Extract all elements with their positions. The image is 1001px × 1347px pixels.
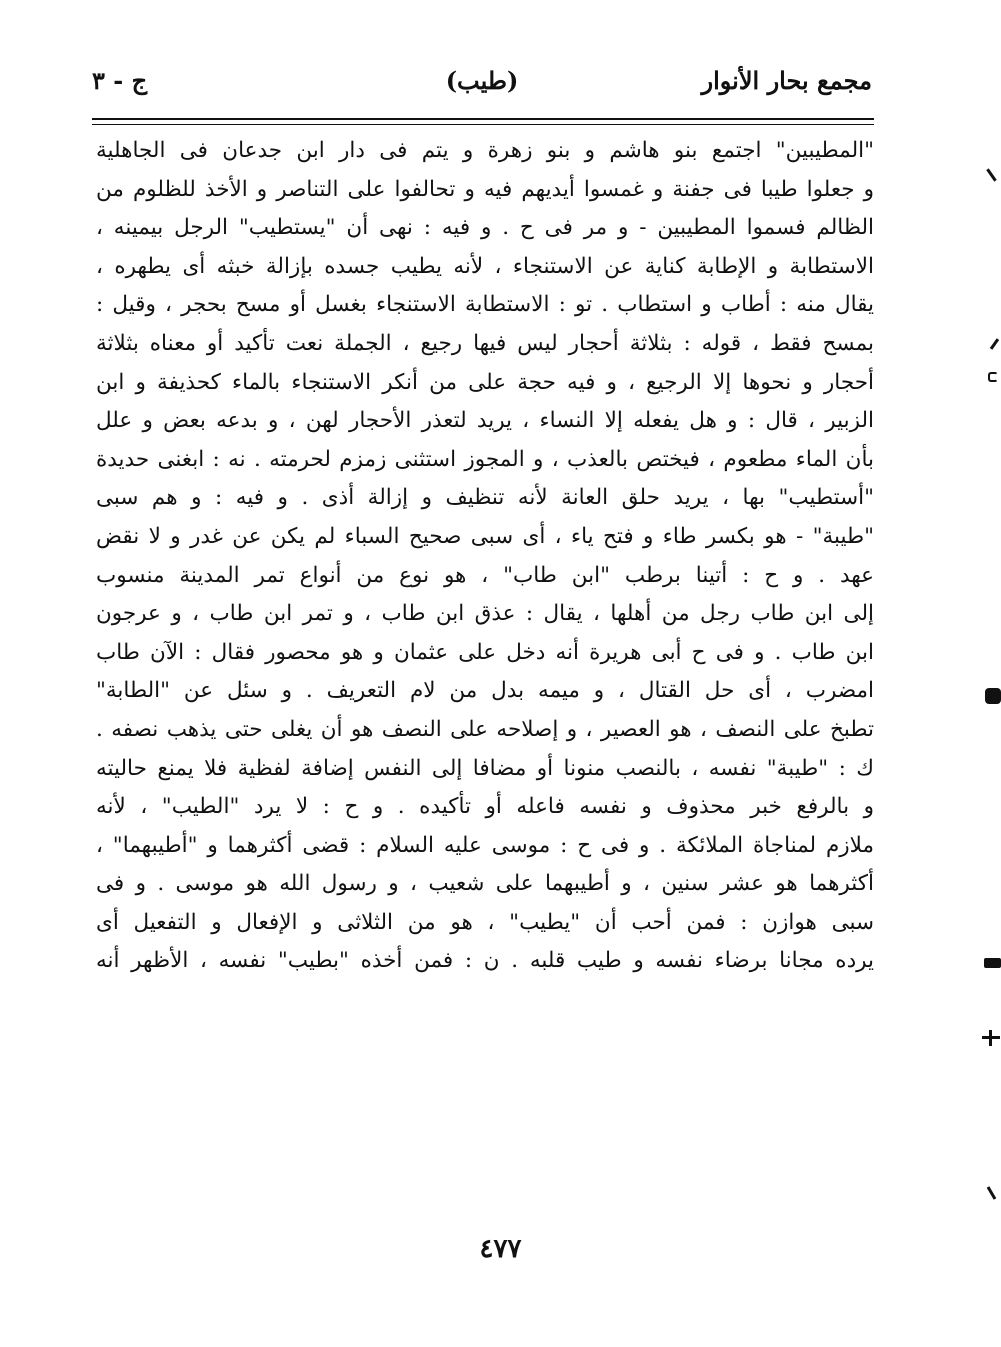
text-line: "أستطيب" بها ، يريد حلق العانة لأنه تنظيف و إزالة أذى . و فيه : و هم سبى <box>96 485 874 511</box>
text-line: "المطيبين" اجتمع بنو هاشم و بنو زهرة و يتم فى دار ابن جدعان فى الجاهلية <box>96 138 874 163</box>
text-line: عهد . و ح : أتينا برطب "ابن طاب" ، هو نوع من أنواع تمر المدينة منسوب <box>96 562 874 588</box>
text-line: سبى هوازن : فمن أحب أن "يطيب" ، هو من الثلاثى و الإفعال و التفعيل أى <box>96 909 874 935</box>
text-line: أحجار و نحوها إلا الرجيع ، و فيه حجة على من أنكر الاستنجاء بالماء كحذيفة و ابن <box>96 369 874 395</box>
text-line: إلى ابن طاب رجل من أهلها ، يقال : عذق ابن طاب ، و تمر ابن طاب ، و عرجون <box>96 601 874 627</box>
body-text <box>96 132 874 981</box>
text-line: يرده مجانا برضاء نفسه و طيب قلبه . ن : فمن أخذه "بطيب" نفسه ، الأظهر أنه <box>96 948 874 974</box>
text-line: و بالرفع خبر محذوف و نفسه فاعله أو تأكيده . و ح : لا يرد "الطيب" ، لأنه <box>96 794 874 820</box>
margin-mark <box>987 1186 997 1200</box>
text-line: يقال منه : أطاب و استطاب . تو : الاستطابة الاستنجاء بغسل أو مسح بحجر ، وقيل : <box>96 292 874 318</box>
text-line: ملازم لمناجاة الملائكة . و فى ح : موسى عليه السلام : قضى أكثرهما و "أطيبهما" ، <box>96 832 874 858</box>
page-number: ٤٧٧ <box>479 1234 522 1264</box>
text-line: ابن طاب . و فى ح أبى هريرة أنه دخل على عثمان و هو محصور فقال : الآن طاب <box>96 639 874 665</box>
text-line: بأن الماء مطعوم ، فيختص بالعذب ، و المجوز استثنى زمزم لحرمته . نه : ابغنى حديدة <box>96 446 874 472</box>
text-line: بمسح فقط ، قوله : بثلاثة أحجار ليس فيها رجيع ، الجملة نعت تأكيد أو معناه بثلاثة <box>96 330 874 356</box>
running-header <box>92 62 872 116</box>
margin-mark <box>990 338 999 350</box>
text-line: الاستطابة و الإطابة كناية عن الاستنجاء ، لأنه يطيب جسده بإزالة خبثه أى يطهره ، <box>96 253 874 279</box>
margin-mark <box>989 1030 992 1046</box>
header-rule-thin <box>92 124 874 125</box>
margin-mark <box>984 958 1001 968</box>
book-title: مجمع بحار الأنوار <box>701 66 872 95</box>
volume-label: ج - ٣ <box>92 66 148 95</box>
text-line: ك : "طيبة" نفسه ، بالنصب منونا أو مضافا إلى النفس إضافة لفظية فلا يمنع حاليته <box>96 755 874 781</box>
margin-mark <box>985 688 1001 704</box>
text-line: امضرب ، أى حل القتال ، و ميمه بدل من لام التعريف . و سئل عن "الطابة" <box>96 678 874 704</box>
section-title: (طيب) <box>445 66 519 95</box>
margin-mark <box>988 372 998 382</box>
header-rule-thick <box>92 118 874 120</box>
text-line: تطبخ على النصف ، هو العصير ، و إصلاحه على النصف هو أن يغلى حتى يذهب نصفه . <box>96 716 874 742</box>
text-line: و جعلوا طيبا فى جفنة و غمسوا أيديهم فيه و تحالفوا على التناصر و الأخذ للظلوم من <box>96 176 874 202</box>
text-line: أكثرهما هو عشر سنين ، و أطيبهما على شعيب ، و رسول الله هو موسى . و فى <box>96 871 874 897</box>
text-line: الزبير ، قال : و هل يفعله إلا النساء ، يريد لتعذر الأحجار لهن ، و بدعه بعض و علل <box>96 408 874 434</box>
text-line: "طيبة" - هو بكسر طاء و فتح ياء ، أى سبى صحيح السباء لم يكن عن غدر و لا نقض <box>96 523 874 549</box>
text-line: الظالم فسموا المطيبين - و مر فى ح . و فيه : نهى أن "يستطيب" الرجل بيمينه ، <box>96 215 874 241</box>
margin-mark <box>986 168 996 181</box>
